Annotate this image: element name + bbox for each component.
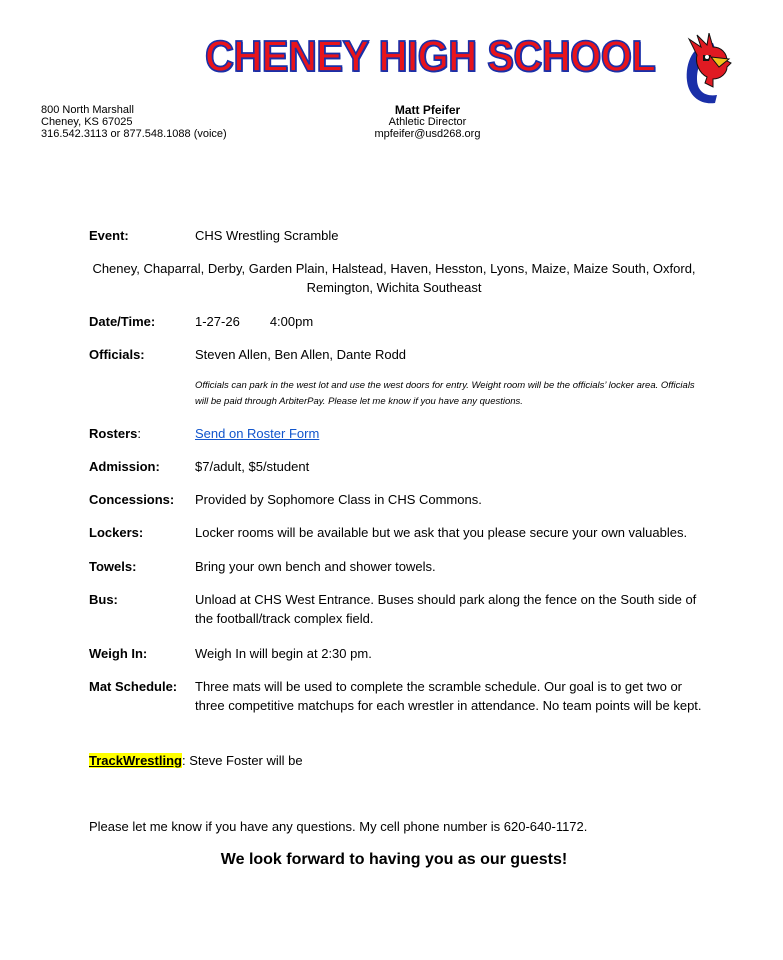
address-line: Cheney, KS 67025 — [41, 116, 133, 128]
weigh-in-value: Weigh In will begin at 2:30 pm. — [195, 646, 372, 661]
trackwrestling-row — [89, 751, 303, 770]
event-time: 4:00pm — [269, 314, 314, 329]
officials-note: Officials can park in the west lot and use the west doors for entry. Weight room will be the officials’ locker area. Officials will be paid through ArbiterPay. Please let me know if you have any questions. — [195, 380, 695, 407]
datetime-value — [195, 312, 705, 331]
event-label: Event: — [89, 228, 129, 243]
school-address — [41, 104, 227, 140]
trackwrestling-label: TrackWrestling — [89, 753, 182, 768]
trackwrestling-value: : Steve Foster will be — [181, 753, 303, 768]
lockers-value: Locker rooms will be available but we ask that you please secure your own valuables. — [195, 525, 688, 540]
rosters-colon: : — [137, 426, 142, 441]
concessions-label: Concessions: — [89, 492, 175, 507]
contact-text: Please let me know if you have any questions. My cell phone number is 620-640-1172. — [89, 819, 588, 834]
datetime-label: Date/Time: — [89, 314, 156, 329]
weigh-in-label: Weigh In: — [89, 646, 148, 661]
participating-teams: Cheney, Chaparral, Derby, Garden Plain, Halstead, Haven, Hesston, Lyons, Maize, Maize South, Oxford, Remington, Wichita Southeast — [92, 261, 696, 295]
lockers-label: Lockers: — [89, 525, 144, 540]
admission-value: $7/adult, $5/student — [195, 459, 310, 474]
director-name: Matt Pfeifer — [394, 103, 461, 117]
roster-form-link[interactable]: Send on Roster Form — [195, 426, 320, 441]
school-name-title: CHENEY HIGH SCHOOL — [205, 33, 656, 81]
rosters-label: Rosters — [89, 426, 138, 441]
bus-value: Unload at CHS West Entrance. Buses should park along the fence on the South side of the football/track complex field. — [195, 592, 697, 626]
towels-label: Towels: — [89, 559, 137, 574]
director-title: Athletic Director — [388, 116, 467, 128]
towels-value: Bring your own bench and shower towels. — [195, 559, 436, 574]
cardinal-mascot-icon — [683, 33, 733, 105]
concessions-value: Provided by Sophomore Class in CHS Commons. — [195, 492, 482, 507]
event-date: 1-27-26 — [195, 314, 240, 329]
officials-label: Officials: — [89, 347, 145, 362]
director-email: mpfeifer@usd268.org — [374, 128, 481, 140]
mat-schedule-label: Mat Schedule: — [89, 679, 178, 694]
event-value: CHS Wrestling Scramble — [195, 228, 339, 243]
admission-label: Admission: — [89, 459, 160, 474]
officials-value: Steven Allen, Ben Allen, Dante Rodd — [195, 347, 407, 362]
rosters-value — [195, 424, 705, 443]
bus-label: Bus: — [89, 592, 118, 607]
address-line: 800 North Marshall — [41, 104, 134, 116]
closing-message: We look forward to having you as our guests! — [220, 851, 568, 868]
address-line: 316.542.3113 or 877.548.1088 (voice) — [41, 128, 227, 140]
rosters-label-wrap — [89, 424, 141, 443]
mat-schedule-value: Three mats will be used to complete the scramble schedule. Our goal is to get two or three competitive matchups for each wrestler in attendance. No team points will be kept. — [195, 679, 702, 713]
director-block — [365, 104, 490, 140]
